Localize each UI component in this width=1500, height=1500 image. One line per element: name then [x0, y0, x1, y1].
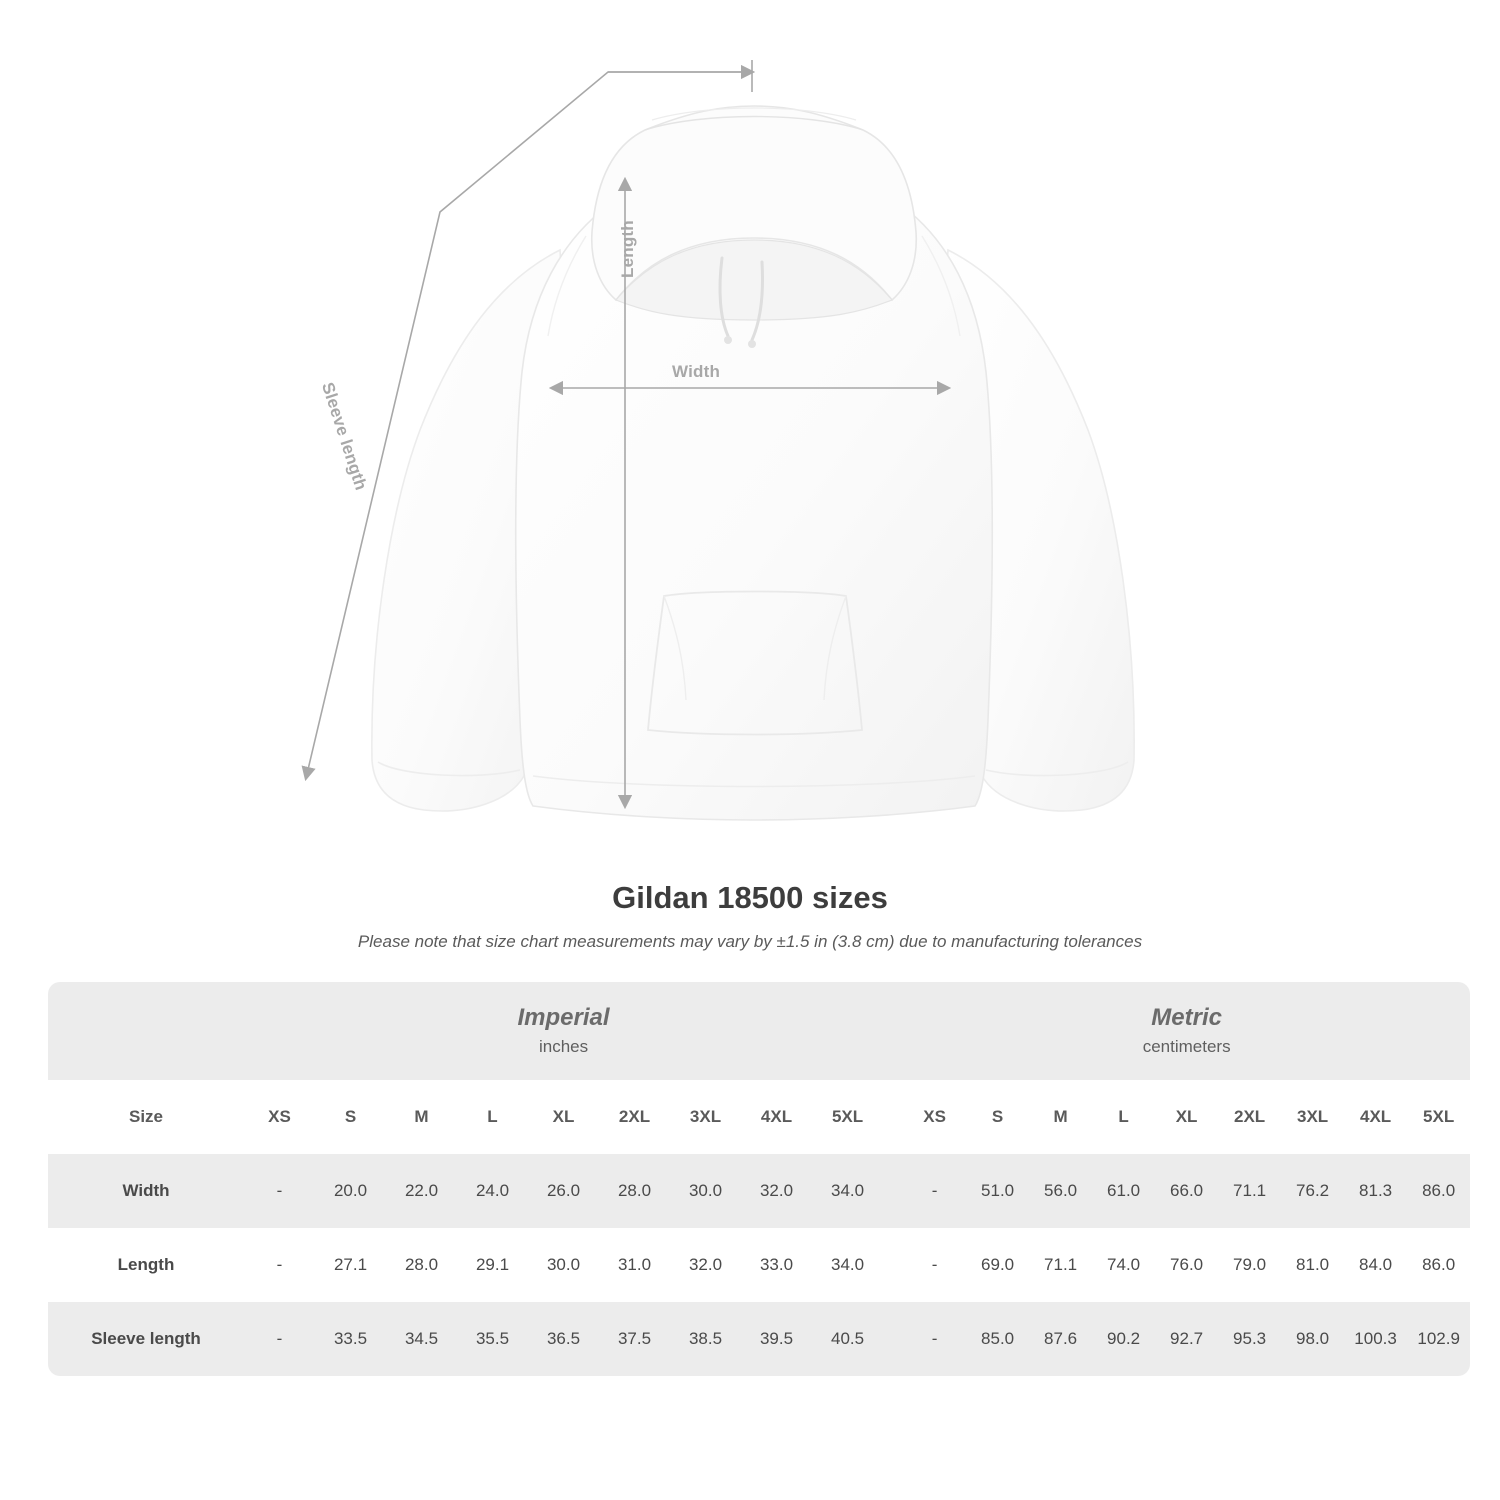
width-metric-xl: 66.0: [1155, 1154, 1218, 1228]
size-cell-metric-s: S: [966, 1080, 1029, 1154]
size-cell-metric-l: L: [1092, 1080, 1155, 1154]
size-cell-metric-5xl: 5XL: [1407, 1080, 1470, 1154]
length-metric-2xl: 79.0: [1218, 1228, 1281, 1302]
width-imperial-xs: -: [244, 1154, 315, 1228]
width-imperial-s: 20.0: [315, 1154, 386, 1228]
width-gap: [883, 1154, 903, 1228]
length-imperial-4xl: 33.0: [741, 1228, 812, 1302]
sleeve-imperial-xs: -: [244, 1302, 315, 1376]
length-metric-s: 69.0: [966, 1228, 1029, 1302]
length-metric-l: 74.0: [1092, 1228, 1155, 1302]
width-metric-2xl: 71.1: [1218, 1154, 1281, 1228]
imperial-header-cell: [244, 982, 883, 1080]
size-table: [48, 982, 1470, 1376]
sleeve-metric-4xl: 100.3: [1344, 1302, 1407, 1376]
size-cell-metric-2xl: 2XL: [1218, 1080, 1281, 1154]
size-row-label: Size: [48, 1080, 244, 1154]
size-cell-imperial-m: M: [386, 1080, 457, 1154]
length-metric-m: 71.1: [1029, 1228, 1092, 1302]
sleeve-imperial-l: 35.5: [457, 1302, 528, 1376]
title-block: [0, 880, 1500, 952]
size-cell-imperial-4xl: 4XL: [741, 1080, 812, 1154]
width-metric-m: 56.0: [1029, 1154, 1092, 1228]
length-row-label: Length: [48, 1228, 244, 1302]
length-imperial-5xl: 34.0: [812, 1228, 883, 1302]
length-row: [48, 1228, 1470, 1302]
length-imperial-2xl: 31.0: [599, 1228, 670, 1302]
width-imperial-5xl: 34.0: [812, 1154, 883, 1228]
metric-unit: centimeters: [1142, 1037, 1231, 1057]
sleeve-length-row: [48, 1302, 1470, 1376]
width-metric-4xl: 81.3: [1344, 1154, 1407, 1228]
unit-header-spacer: [48, 982, 244, 1080]
size-cell-metric-3xl: 3XL: [1281, 1080, 1344, 1154]
size-cell-metric-xs: XS: [903, 1080, 966, 1154]
sleeve-imperial-3xl: 38.5: [670, 1302, 741, 1376]
sleeve-imperial-5xl: 40.5: [812, 1302, 883, 1376]
width-row-label: Width: [48, 1154, 244, 1228]
length-metric-3xl: 81.0: [1281, 1228, 1344, 1302]
sleeve-metric-5xl: 102.9: [1407, 1302, 1470, 1376]
length-imperial-l: 29.1: [457, 1228, 528, 1302]
size-cell-imperial-3xl: 3XL: [670, 1080, 741, 1154]
size-gap: [883, 1080, 903, 1154]
sleeve-imperial-xl: 36.5: [528, 1302, 599, 1376]
size-cell-imperial-5xl: 5XL: [812, 1080, 883, 1154]
sleeve-imperial-m: 34.5: [386, 1302, 457, 1376]
width-imperial-3xl: 30.0: [670, 1154, 741, 1228]
width-metric-l: 61.0: [1092, 1154, 1155, 1228]
sleeve-imperial-4xl: 39.5: [741, 1302, 812, 1376]
sleeve-metric-xl: 92.7: [1155, 1302, 1218, 1376]
width-imperial-m: 22.0: [386, 1154, 457, 1228]
size-cell-imperial-xl: XL: [528, 1080, 599, 1154]
size-cell-imperial-s: S: [315, 1080, 386, 1154]
width-imperial-l: 24.0: [457, 1154, 528, 1228]
metric-header-cell: [903, 982, 1470, 1080]
sleeve-length-row-label: Sleeve length: [48, 1302, 244, 1376]
sleeve-metric-xs: -: [903, 1302, 966, 1376]
sleeve-gap: [883, 1302, 903, 1376]
length-metric-4xl: 84.0: [1344, 1228, 1407, 1302]
metric-name: Metric: [1151, 1003, 1222, 1031]
sleeve-metric-l: 90.2: [1092, 1302, 1155, 1376]
unit-gap: [883, 982, 903, 1080]
width-metric-5xl: 86.0: [1407, 1154, 1470, 1228]
sleeve-imperial-2xl: 37.5: [599, 1302, 670, 1376]
width-metric-xs: -: [903, 1154, 966, 1228]
unit-header-row: [48, 982, 1470, 1080]
width-metric-3xl: 76.2: [1281, 1154, 1344, 1228]
length-label: Length: [618, 220, 637, 278]
length-metric-xl: 76.0: [1155, 1228, 1218, 1302]
sleeve-imperial-s: 33.5: [315, 1302, 386, 1376]
length-imperial-xl: 30.0: [528, 1228, 599, 1302]
size-table-wrapper: [48, 982, 1460, 1376]
width-metric-s: 51.0: [966, 1154, 1029, 1228]
width-imperial-4xl: 32.0: [741, 1154, 812, 1228]
imperial-unit: inches: [538, 1037, 589, 1057]
size-row: [48, 1080, 1470, 1154]
size-cell-metric-m: M: [1029, 1080, 1092, 1154]
tolerance-note: Please note that size chart measurements may vary by ±1.5 in (3.8 cm) due to manufacturing tolerances: [357, 932, 1143, 951]
length-gap: [883, 1228, 903, 1302]
size-cell-imperial-l: L: [457, 1080, 528, 1154]
length-imperial-xs: -: [244, 1228, 315, 1302]
width-imperial-2xl: 28.0: [599, 1154, 670, 1228]
length-metric-5xl: 86.0: [1407, 1228, 1470, 1302]
size-cell-metric-xl: XL: [1155, 1080, 1218, 1154]
imperial-name: Imperial: [517, 1003, 610, 1031]
sleeve-length-label: Sleeve length: [317, 380, 371, 493]
sleeve-metric-2xl: 95.3: [1218, 1302, 1281, 1376]
size-cell-metric-4xl: 4XL: [1344, 1080, 1407, 1154]
page-title: Gildan 18500 sizes: [612, 880, 888, 915]
size-cell-imperial-xs: XS: [244, 1080, 315, 1154]
length-imperial-s: 27.1: [315, 1228, 386, 1302]
sleeve-metric-m: 87.6: [1029, 1302, 1092, 1376]
width-row: [48, 1154, 1470, 1228]
length-metric-xs: -: [903, 1228, 966, 1302]
sleeve-metric-s: 85.0: [966, 1302, 1029, 1376]
hoodie-garment: [372, 106, 1134, 820]
size-cell-imperial-2xl: 2XL: [599, 1080, 670, 1154]
width-imperial-xl: 26.0: [528, 1154, 599, 1228]
sleeve-metric-3xl: 98.0: [1281, 1302, 1344, 1376]
length-imperial-3xl: 32.0: [670, 1228, 741, 1302]
length-imperial-m: 28.0: [386, 1228, 457, 1302]
width-label: Width: [672, 362, 721, 381]
